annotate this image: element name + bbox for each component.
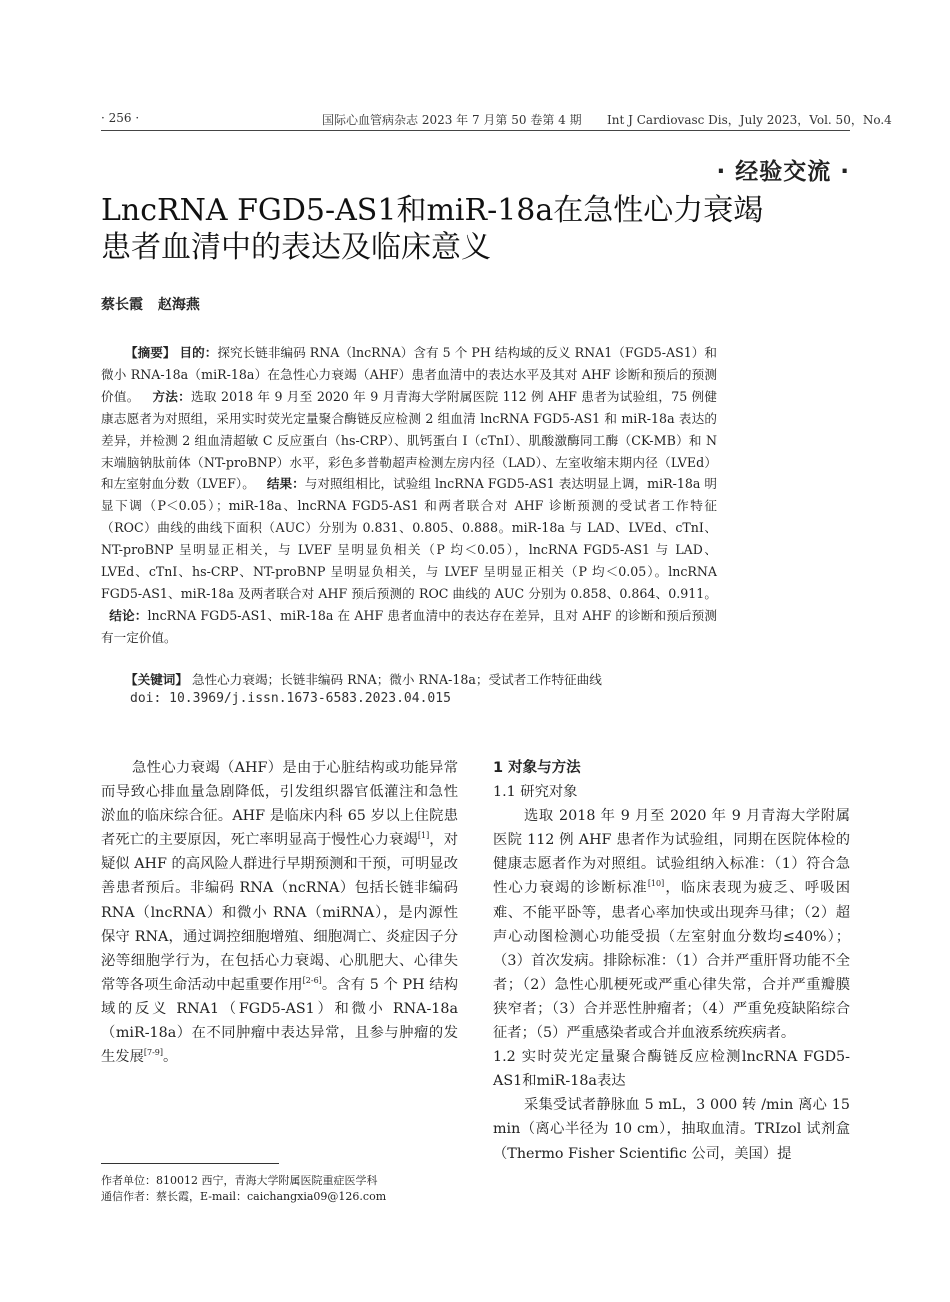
keywords-text: 急性心力衰竭；长链非编码 RNA；微小 RNA-18a；受试者工作特征曲线 (191, 672, 602, 687)
doi: doi: 10.3969/j.issn.1673-6583.2023.04.015 (130, 691, 451, 706)
citation-ref[interactable]: [2-6] (302, 976, 322, 986)
journal-citation-en: Int J Cardiovasc Dis，July 2023，Vol. 50，No.4 (607, 113, 892, 127)
results-label: 结果： (266, 476, 305, 492)
subsection-heading-1-2: 1.2 实时荧光定量聚合酶链反应检测lncRNA FGD5-AS1和miR-18a表达 (493, 1049, 850, 1090)
abstract-results: 与对照组相比，试验组 lncRNA FGD5-AS1 表达明显上调，miR-18a 明显下调（P＜0.05）；miR-18a、lncRNA FGD5-AS1 和两者联合对 AHF 诊断预测的受试者工作特征（ROC）曲线的曲线下面积（AUC）分别为 0.831、0.805、0.888。miR-18a 与 LAD、LVEd、cTnI、NT-proBNP 呈明显正相关，与 LVEF 呈明显负相关（P 均＜0.05），lncRNA FGD5-AS1 与 LAD、LVEd、cTnI、hs-CRP、NT-proBNP 呈明显负相关，与 LVEF 呈明显正相关（P 均＜0.05）。lncRNA FGD5-AS1、miR-18a 及两者联合对 AHF 预后预测的 ROC 曲线的 AUC 分别为 0.858、0.864、0.911。 (101, 476, 717, 601)
article-title (101, 192, 801, 266)
methods-text-2: ，临床表现为疲乏、呼吸困难、不能平卧等，患者心率加快或出现奔马律；（2）超声心动图检测心功能受损（左室射血分数均≤40%）；（3）首次发病。排除标准：（1）合并严重肝肾功能不全者；（2）急性心肌梗死或严重心律失常，合并严重瓣膜狭窄者；（3）合并恶性肿瘤者；（4）严重免疫缺陷综合征者；（5）严重感染者或合并血液系统疾病者。 (493, 880, 851, 1042)
intro-text-1: 急性心力衰竭（AHF）是由于心脏结构或功能异常而导致心排血量急剧降低，引发组织器官低灌注和急性淤血的临床综合征。AHF 是临床内科 65 岁以上住院患者死亡的主要原因，死亡率明显高于慢性心力衰竭 (101, 760, 458, 849)
header-rule (101, 130, 850, 131)
corresponding-author: 通信作者：蔡长霞，E-mail：caichangxia09@126.com (101, 1189, 387, 1203)
objective-label: 目的： (179, 345, 218, 360)
methods-paragraph-2: 采集受试者静脉血 5 mL，3 000 转 /min 离心 15 min（离心半径为 10 cm），抽取血清。TRIzol 试剂盒（Thermo Fisher Scientific 公司，美国）提 (493, 1097, 850, 1162)
abstract-methods: 选取 2018 年 9 月至 2020 年 9 月青海大学附属医院 112 例 AHF 患者为试验组，75 例健康志愿者为对照组，采用实时荧光定量聚合酶链反应检测 2 组血清 lncRNA FGD5-AS1 和 miR-18a 表达的差异，并检测 2 组血清超敏 C 反应蛋白（hs-CRP）、肌钙蛋白 I（cTnI）、肌酸激酶同工酶（CK-MB）和 N 末端脑钠肽前体（NT-proBNP）水平，彩色多普勒超声检测左房内径（LAD）、左室收缩末期内径（LVEd）和左室射血分数（LVEF）。 (101, 388, 718, 492)
abstract-label: 【摘要】 (125, 345, 176, 360)
author-affiliation: 作者单位：810012 西宁，青海大学附属医院重症医学科 (101, 1174, 378, 1187)
methods-text-1: 选取 2018 年 9 月至 2020 年 9 月青海大学附属医院 112 例 AHF 患者作为试验组，同期在医院体检的健康志愿者作为对照组。试验组纳入标准：（1）符合急性心力衰竭的诊断标准 (493, 808, 850, 897)
citation-ref[interactable]: [10] (647, 879, 665, 889)
section-heading: 1 对象与方法 (493, 760, 581, 776)
conclusion-label: 结论： (109, 607, 148, 623)
title-line-1: LncRNA FGD5-AS1和miR-18a在急性心力衰竭 (101, 193, 764, 228)
citation-ref[interactable]: [7-9] (143, 1048, 164, 1058)
body-column-left (101, 756, 458, 1069)
intro-text-2: ，对疑似 AHF 的高风险人群进行早期预测和干预，可明显改善患者预后。非编码 RNA（ncRNA）包括长链非编码 RNA（lncRNA）和微小 RNA（miRNA），是内源性保守 RNA，通过调控细胞增殖、细胞凋亡、炎症因子分泌等细胞学行为，在包括心力衰竭、心肌肥大、心律失常等各项生命活动中起重要作用 (101, 832, 459, 993)
keywords-label: 【关键词】 (125, 672, 188, 687)
methods-label: 方法： (152, 388, 192, 404)
journal-citation-cn: 国际心血管病杂志 2023 年 7 月第 50 卷第 4 期 (322, 113, 582, 127)
citation-ref[interactable]: [1] (417, 831, 430, 841)
methods-paragraph-1 (493, 804, 850, 1045)
abstract-objective: 探究长链非编码 RNA（lncRNA）含有 5 个 PH 结构域的反义 RNA1（FGD5-AS1）和微小 RNA-18a（miR-18a）在急性心力衰竭（AHF）患者血清中的表达水平及其对 AHF 诊断和预后的预测价值。 (101, 345, 717, 404)
footnote-rule (101, 1163, 279, 1164)
page-number: · 256 · (101, 111, 140, 125)
subsection-heading-1-1: 1.1 研究对象 (493, 784, 578, 801)
title-line-2: 患者血清中的表达及临床意义 (101, 230, 491, 265)
abstract (101, 342, 717, 649)
abstract-conclusion: lncRNA FGD5-AS1、miR-18a 在 AHF 患者血清中的表达存在差异，且对 AHF 的诊断和预后预测有一定价值。 (101, 607, 718, 645)
section-tag: · 经验交流 · (716, 159, 850, 185)
authors: 蔡长霞 赵海燕 (101, 297, 200, 313)
intro-text-3: 。含有 5 个 PH 结构域的反义 RNA1（FGD5-AS1）和微小 RNA-18a（miR-18a）在不同肿瘤中表达异常，且参与肿瘤的发生发展 (101, 976, 458, 1066)
intro-paragraph (101, 756, 458, 1069)
footnote (101, 1173, 386, 1204)
intro-text-4: 。 (163, 1049, 178, 1066)
body-column-right (493, 756, 850, 1166)
keywords (125, 669, 602, 688)
